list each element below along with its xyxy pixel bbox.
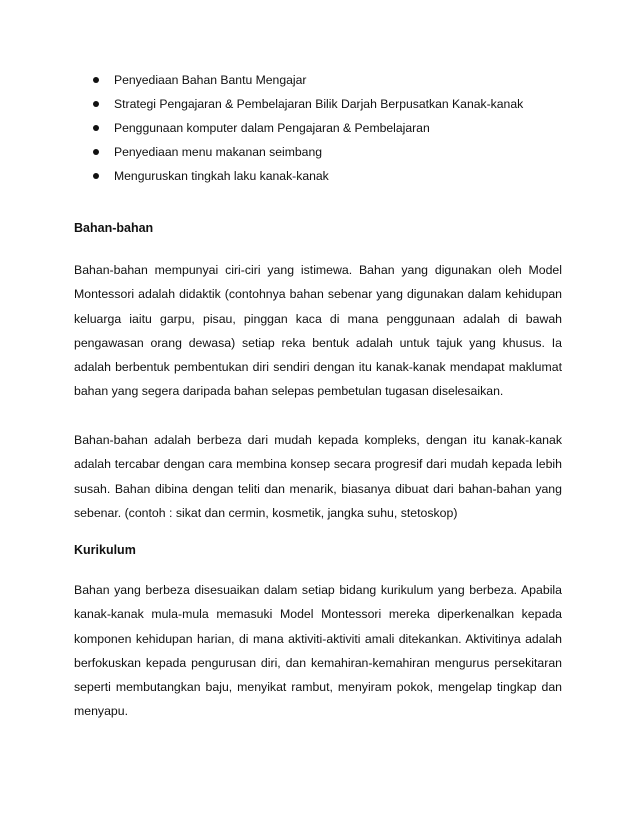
- bullet-item: [74, 140, 574, 164]
- bullet-dot-icon: [93, 149, 99, 155]
- bullet-text: Penggunaan komputer dalam Pengajaran & Pembelajaran: [114, 121, 430, 135]
- paragraph-kurikulum-1: Bahan yang berbeza disesuaikan dalam setiap bidang kurikulum yang berbeza. Apabila kanak-kanak mula-mula memasuki Model Montessori mereka diperkenalkan kepada komponen kehidupan harian, di mana aktiviti-aktiviti amali ditekankan. Aktivitinya adalah berfokuskan kepada pengurusan diri, dan kemahiran-kemahiran mengurus persekitaran seperti membutangkan baju, menyikat rambut, menyiram pokok, mengelap tingkap dan menyapu.: [74, 583, 562, 719]
- bullet-item: [74, 68, 574, 92]
- section-heading-bahan: Bahan-bahan: [74, 221, 154, 235]
- bullet-text: Penyediaan Bahan Bantu Mengajar: [114, 73, 307, 87]
- section-heading-kurikulum: Kurikulum: [74, 543, 136, 557]
- bullet-item: [74, 116, 574, 140]
- bullet-item: [74, 92, 574, 116]
- bullet-list: [74, 68, 574, 188]
- bullet-dot-icon: [93, 173, 99, 179]
- bullet-text: Penyediaan menu makanan seimbang: [114, 145, 323, 159]
- bullet-dot-icon: [93, 101, 99, 107]
- bullet-dot-icon: [93, 77, 99, 83]
- bullet-text: Strategi Pengajaran & Pembelajaran Bilik Darjah Berpusatkan Kanak-kanak: [114, 97, 524, 111]
- paragraph-bahan-2: Bahan-bahan adalah berbeza dari mudah kepada kompleks, dengan itu kanak-kanak adalah tercabar dengan cara membina konsep secara progresif dari mudah kepada lebih susah. Bahan dibina dengan teliti dan menarik, biasanya dibuat dari bahan-bahan yang sebenar. (contoh : sikat dan cermin, kosmetik, jangka suhu, stetoskop): [74, 433, 562, 520]
- paragraph-bahan-1: Bahan-bahan mempunyai ciri-ciri yang istimewa. Bahan yang digunakan oleh Model Montessori adalah didaktik (contohnya bahan sebenar yang digunakan dalam kehidupan keluarga iaitu garpu, pisau, pinggan kaca di mana penggunaan adalah di bawah pengawasan orang dewasa) setiap reka bentuk adalah untuk tajuk yang khusus. Ia adalah berbentuk pembentukan diri sendiri dengan itu kanak-kanak mendapat maklumat bahan yang segera daripada bahan selepas pembetulan tugasan diselesaikan.: [74, 263, 562, 399]
- bullet-dot-icon: [93, 125, 99, 131]
- bullet-text: Menguruskan tingkah laku kanak-kanak: [114, 169, 329, 183]
- bullet-item: [74, 164, 574, 188]
